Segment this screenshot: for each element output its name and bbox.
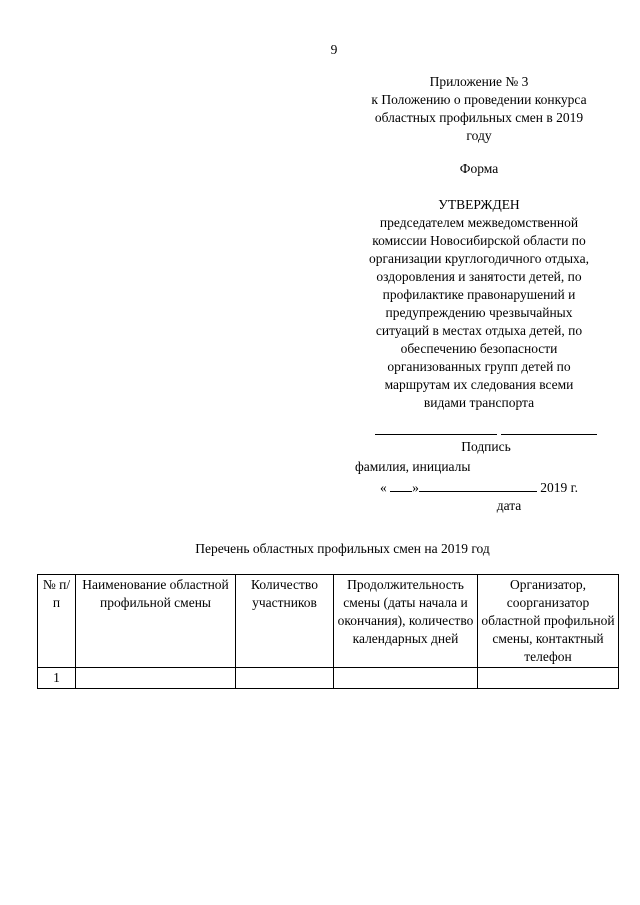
approval-line: оздоровления и занятости детей, по (376, 269, 582, 284)
table-cell (478, 668, 619, 689)
shifts-table (37, 574, 619, 689)
signature-block (345, 424, 613, 515)
appendix-line: Приложение № 3 (429, 74, 529, 89)
date-year: 2019 г. (540, 480, 579, 495)
table-row (38, 668, 619, 689)
approval-line: маршрутам их следования всеми (384, 377, 574, 392)
header-duration: Продолжительность смены (даты начала и окончания), количество календарных дней (334, 575, 478, 668)
approval-line: организованных групп детей по (387, 359, 571, 374)
approval-line: организации круглогодичного отдыха, (369, 251, 589, 266)
table-header-row (38, 575, 619, 668)
approval-title: УТВЕРЖДЕН (438, 197, 520, 212)
list-title: Перечень областных профильных смен на 2019 год (195, 541, 490, 556)
approval-line: профилактике правонарушений и (382, 287, 576, 302)
table-cell (76, 668, 236, 689)
page-number: 9 (330, 42, 338, 57)
approval-line: комиссии Новосибирской области по (372, 233, 586, 248)
approval-line: ситуаций в местах отдыха детей, по (375, 323, 583, 338)
table-cell: 1 (38, 668, 76, 689)
approval-line: председателем межведомственной (379, 215, 579, 230)
name-label: фамилия, инициалы (355, 459, 471, 474)
header-number: № п/п (38, 575, 76, 668)
table-cell (334, 668, 478, 689)
approval-line: предупреждению чрезвычайных (385, 305, 573, 320)
approval-line: обеспечению безопасности (400, 341, 558, 356)
approval-line: видами транспорта (423, 395, 535, 410)
form-label: Форма (459, 161, 499, 176)
appendix-line: к Положению о проведении конкурса (371, 92, 587, 107)
name-blank (501, 434, 597, 435)
signature-lines (345, 424, 613, 438)
date-open-quote: « (380, 480, 387, 495)
date-month-blank (419, 478, 537, 492)
date-label: дата (496, 498, 522, 513)
header-organizer: Организатор, соорганизатор областной профильной смены, контактный телефон (478, 575, 619, 668)
appendix-line: областных профильных смен в 2019 (374, 110, 584, 125)
signature-blank (375, 434, 497, 435)
table-cell (236, 668, 334, 689)
appendix-header (345, 73, 613, 145)
date-day-blank (390, 478, 412, 492)
date-close-quote: » (412, 480, 419, 495)
header-participants: Количество участников (236, 575, 334, 668)
appendix-line: году (466, 128, 492, 143)
header-shift-name: Наименование областной профильной смены (76, 575, 236, 668)
signature-label: Подпись (461, 439, 511, 454)
approval-block (345, 196, 613, 412)
date-row (345, 478, 613, 497)
